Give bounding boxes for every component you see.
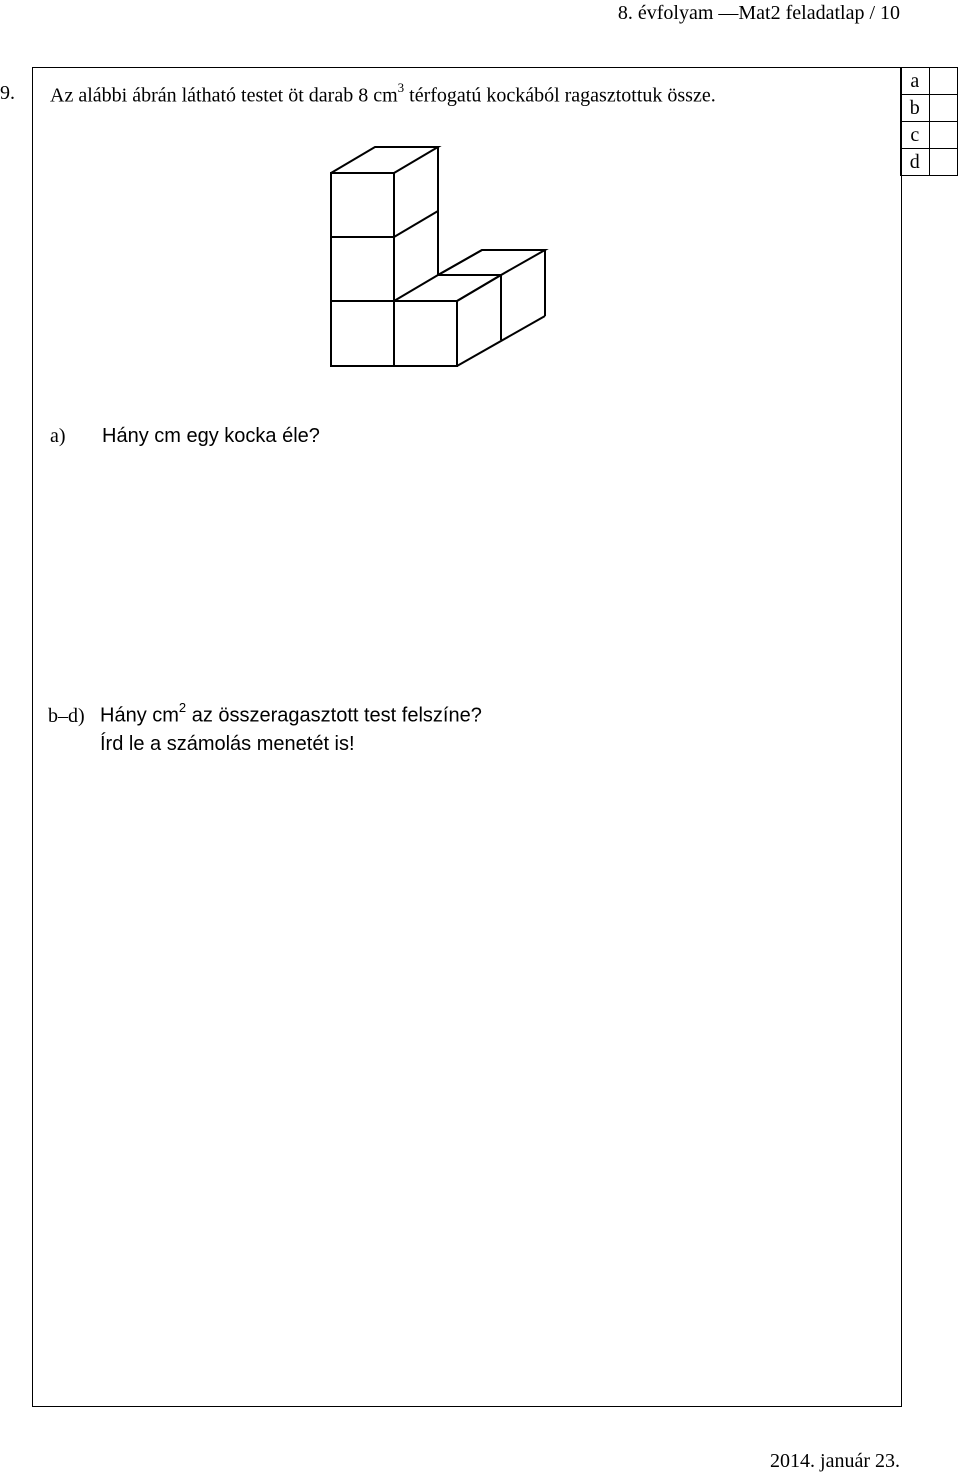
question-b-superscript: 2	[178, 700, 187, 715]
cube-front-middle	[331, 237, 394, 301]
cube-front-bottom-left	[331, 301, 394, 366]
score-cell-c[interactable]	[929, 122, 957, 149]
row-top-back	[438, 250, 545, 275]
intro-text-after: térfogatú kockából ragasztottuk össze.	[404, 84, 716, 107]
row-top-face	[394, 275, 501, 301]
page-header: 8. évfolyam —Mat2 feladatlap / 10	[617, 2, 900, 24]
score-label-b: b	[901, 95, 930, 122]
cube-front-bottom-middle	[394, 301, 457, 366]
cube-figure	[320, 140, 560, 380]
question-a	[50, 425, 320, 448]
column-top-face	[331, 147, 438, 173]
column-side-divider	[394, 211, 438, 237]
score-cell-b[interactable]	[929, 95, 957, 122]
intro-text-before: Az alábbi ábrán látható testet öt darab 8 cm	[50, 84, 398, 107]
cube-front-top	[331, 173, 394, 237]
score-cell-a[interactable]	[929, 68, 957, 95]
footer-date: 2014. január 23.	[770, 1450, 900, 1472]
score-label-d: d	[901, 149, 930, 176]
score-cell-d[interactable]	[929, 149, 957, 176]
question-b-text-after: az összeragasztott test felszíne?	[186, 704, 482, 727]
question-a-prefix: a)	[50, 425, 66, 447]
question-b-line2: Írd le a számolás menetét is!	[100, 733, 355, 755]
score-label-a: a	[901, 68, 930, 95]
intro-superscript: 3	[397, 80, 405, 95]
task-intro	[50, 82, 716, 108]
question-b	[48, 702, 482, 728]
question-b-prefix: b–d)	[48, 704, 85, 727]
row-mid-side-top	[457, 275, 501, 301]
score-label-c: c	[901, 122, 930, 149]
question-a-text: Hány cm egy kocka éle?	[102, 425, 320, 447]
question-b-text-before: Hány cm	[100, 704, 179, 727]
score-box	[900, 67, 958, 176]
task-number: 9.	[0, 82, 15, 104]
